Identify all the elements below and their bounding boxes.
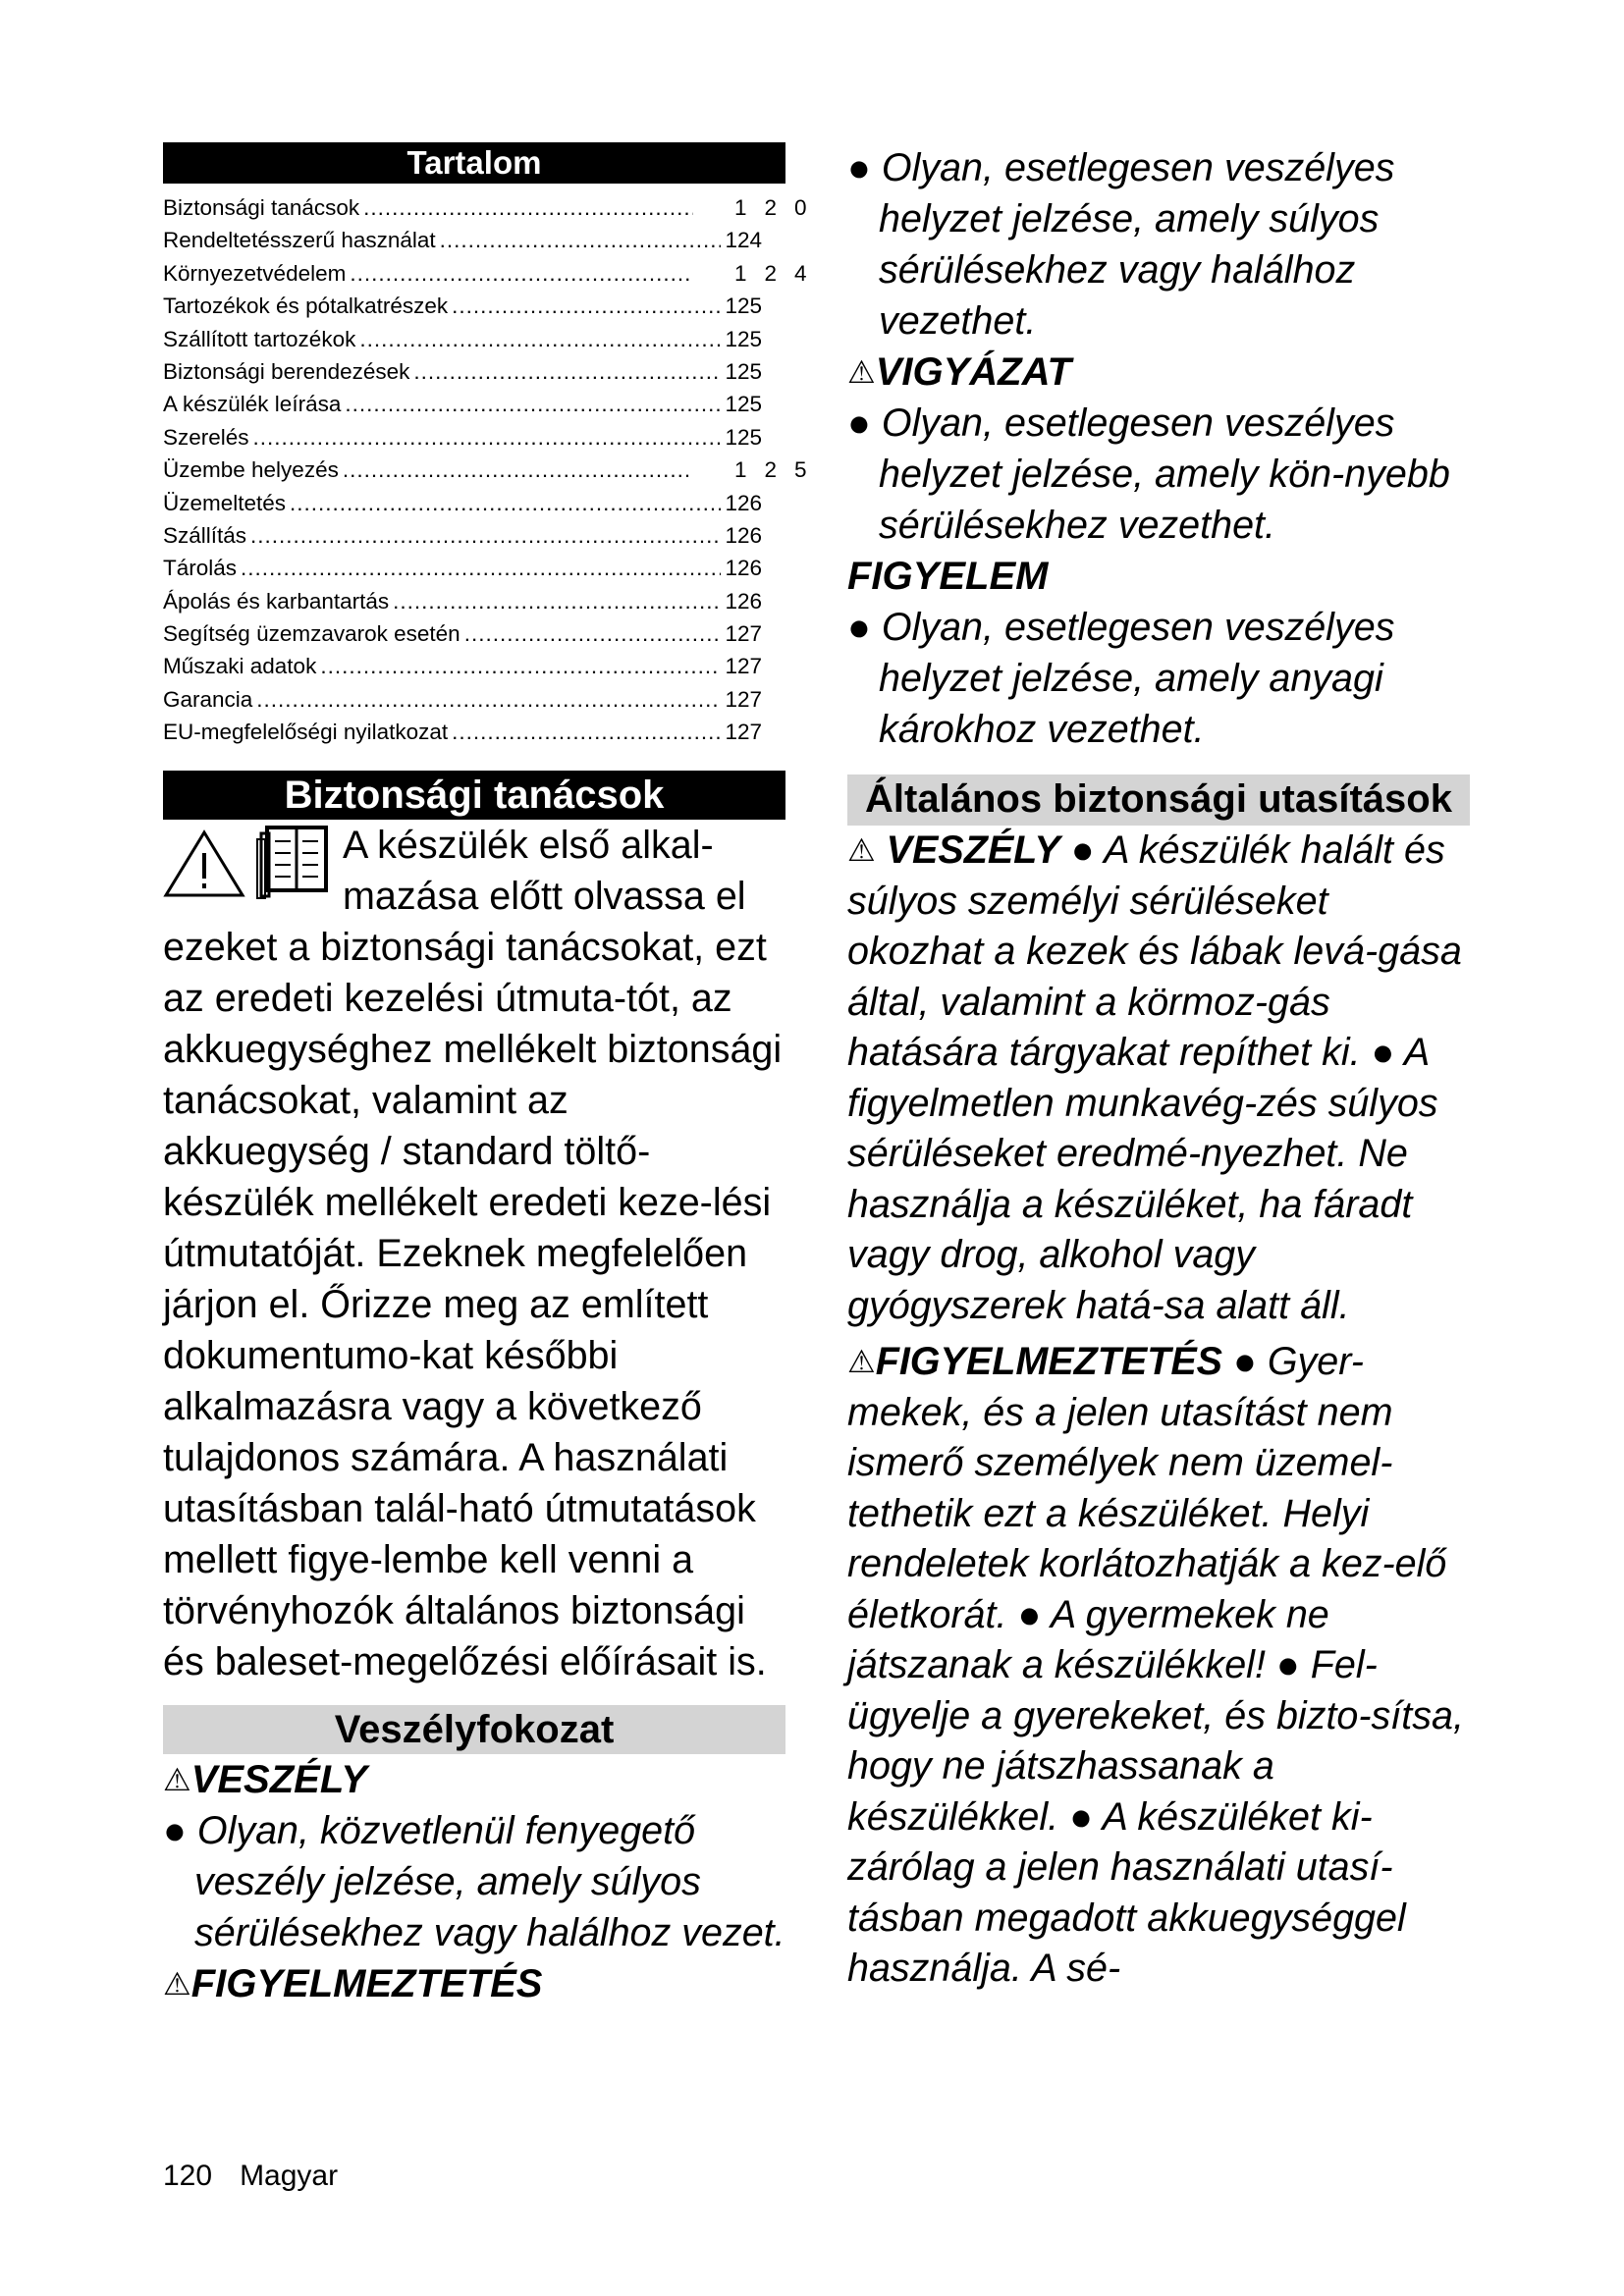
toc-entry-page: 124 bbox=[725, 228, 762, 253]
toc-entry-title: Garancia bbox=[163, 686, 253, 712]
warning-label-text: FIGYELMEZTETÉS bbox=[190, 1961, 543, 2005]
danger-description: ● Olyan, közvetlenül fenyegető veszély jelzése, amely súlyos sérülésekhez vagy halálhoz vezet. bbox=[163, 1808, 785, 1954]
danger-description-text: Olyan, közvetlenül fenyegető veszély jelzése, amely súlyos sérülésekhez vagy halálhoz vezet. bbox=[194, 1808, 785, 1954]
caution-label-text: VIGYÁZAT bbox=[875, 350, 1071, 394]
toc-entry-page: 127 bbox=[725, 621, 762, 647]
danger-label bbox=[163, 1754, 785, 1805]
toc-leader bbox=[250, 519, 721, 552]
toc-entry[interactable] bbox=[163, 191, 825, 224]
safety-paragraph: ezeket a biztonsági tanácsokat, ezt az eredeti kezelési útmuta-tót, az akkuegységhez mellékelt biztonsági tanácsokat, valamint az akkuegység / standard töltő-készülék mellékelt eredeti keze-lési útmutatóját. Ezeknek megfelelően járjon el. Őrizze meg az említett dokumentumo-kat későbbi alkalmazásra vagy a következő tulajdonos számára. A használati utasításban talál-ható útmutatások mellett figye-lembe kell venni a törvényhozók általános biztonsági és baleset-megelőzési előírásait is. bbox=[163, 925, 783, 1683]
general-danger-text-1: A készülék halált és súlyos személyi sérüléseket okozhat a kezek és lábak levá-gása által, valamint a körmoz-gás hatására tárgyakat repíthet ki. bbox=[847, 828, 1462, 1074]
toc-leader bbox=[393, 585, 721, 617]
toc-entry-title: Környezetvédelem bbox=[163, 260, 347, 286]
general-warning-text-2: A gyermekek ne játszanak a készülékkel! bbox=[847, 1592, 1329, 1686]
caution-description: ● Olyan, esetlegesen veszélyes helyzet jelzése, amely kön-nyebb sérülésekhez vezethet. bbox=[847, 401, 1450, 547]
general-danger-label: VESZÉLY bbox=[886, 828, 1060, 872]
toc-entry[interactable] bbox=[163, 617, 762, 650]
toc-leader bbox=[464, 617, 722, 650]
toc-entry-title: Tartozékok és pótalkatrészek bbox=[163, 294, 449, 319]
toc-entry-page: 126 bbox=[725, 490, 762, 515]
table-of-contents bbox=[163, 191, 825, 749]
warning-triangle-icon: ⚠ bbox=[163, 1761, 191, 1797]
warning-description-text: Olyan, esetlegesen veszélyes helyzet jelzése, amely súlyos sérülésekhez vagy halálhoz vezethet. bbox=[879, 146, 1395, 343]
toc-entry-page: 125 bbox=[725, 424, 762, 450]
toc-entry-title: Műszaki adatok bbox=[163, 654, 317, 679]
toc-leader bbox=[256, 683, 721, 716]
toc-leader bbox=[343, 454, 693, 486]
toc-entry-title: Biztonsági berendezések bbox=[163, 358, 410, 384]
page-footer bbox=[163, 2160, 365, 2193]
toc-entry-title: Üzembe helyezés bbox=[163, 457, 339, 483]
toc-entry-page: 125 bbox=[734, 457, 825, 483]
toc-entry[interactable] bbox=[163, 421, 762, 454]
toc-entry-page: 127 bbox=[725, 720, 762, 745]
safety-intro-line-1: A készülék első alkal- bbox=[343, 823, 714, 867]
toc-leader bbox=[241, 552, 721, 584]
notice-label: FIGYELEM bbox=[847, 555, 1049, 598]
toc-entry-title: Segítség üzemzavarok esetén bbox=[163, 621, 460, 647]
general-danger-paragraph: ⚠ VESZÉLY ● A készülék halált és súlyos személyi sérüléseket okozhat a kezek és lábak levá-gása által, valamint a körmoz-gás hatására tárgyakat repíthet ki. ● A figyelmetlen munkavég-zés súlyos sérüléseket eredmé-nyezhet. Ne használja a készüléket, ha fáradt vagy drog, alkohol vagy gyógyszerek hatá-sa alatt áll. bbox=[847, 826, 1470, 1331]
toc-entry-title: Szállított tartozékok bbox=[163, 326, 356, 351]
warning-triangle-icon: ⚠ bbox=[847, 832, 876, 868]
general-danger-text-2: A figyelmetlen munkavég-zés súlyos sérüléseket eredmé-nyezhet. Ne használja a készüléket, ha fáradt vagy drog, alkohol vagy gyógyszerek hatá-sa alatt áll. bbox=[847, 1031, 1438, 1327]
toc-entry-page: 125 bbox=[725, 294, 762, 319]
toc-leader bbox=[290, 487, 721, 519]
toc-entry-title: Üzemeltetés bbox=[163, 490, 287, 515]
toc-entry-page: 126 bbox=[725, 588, 762, 614]
caution-label bbox=[847, 347, 1470, 398]
general-warning-label: FIGYELMEZTETÉS bbox=[875, 1340, 1223, 1383]
toc-entry[interactable] bbox=[163, 716, 762, 748]
toc-leader bbox=[363, 191, 693, 224]
general-warning-paragraph: ⚠FIGYELMEZTETÉS ● Gyer-mekek, és a jelen utasítást nem ismerő személyek nem üzemel-tethetik ezt a készüléket. Helyi rendeletek korlátozhatják a kez-elő életkorát. ● A gyermekek ne játszanak a készülékkel! ● Fel-ügyelje a gyerekeket, és bizto-sítsa, hogy ne játszhassanak a készülékkel. ● A készüléket ki-zárólag a jelen használati utasí-tásban megadott akkuegységgel használja. A sé- bbox=[847, 1337, 1470, 1995]
toc-entry-page: 127 bbox=[725, 654, 762, 679]
toc-entry[interactable] bbox=[163, 552, 762, 584]
safety-intro bbox=[163, 820, 785, 922]
toc-entry[interactable] bbox=[163, 257, 825, 290]
warning-triangle-icon bbox=[163, 829, 245, 898]
toc-entry[interactable] bbox=[163, 585, 762, 617]
toc-entry-page: 124 bbox=[734, 260, 825, 286]
general-safety-heading: Általános biztonsági utasítások bbox=[847, 774, 1470, 826]
toc-entry-page: 126 bbox=[725, 556, 762, 581]
toc-entry-page: 125 bbox=[725, 392, 762, 417]
toc-entry-title: Szerelés bbox=[163, 424, 249, 450]
warning-triangle-icon: ⚠ bbox=[847, 354, 876, 390]
general-warning-text-4: A készüléket ki-zárólag a jelen használati utasí-tásban megadott akkuegységgel használja. A sé- bbox=[847, 1794, 1406, 1990]
page-number: 120 bbox=[163, 2160, 213, 2192]
general-warning-text-1: Gyer-mekek, és a jelen utasítást nem ismerő személyek nem üzemel-tethetik ezt a készüléket. Helyi rendeletek korlátozhatják a kez-elő életkorát. bbox=[847, 1340, 1447, 1636]
safety-intro-line-2: mazása előtt olvassa el bbox=[343, 874, 746, 918]
toc-entry-title: EU-megfelelőségi nyilatkozat bbox=[163, 720, 449, 745]
toc-heading: Tartalom bbox=[163, 142, 785, 184]
notice-description: ● Olyan, esetlegesen veszélyes helyzet jelzése, amely anyagi károkhoz vezethet. bbox=[847, 606, 1395, 751]
toc-entry-title: Szállítás bbox=[163, 522, 247, 548]
toc-entry[interactable] bbox=[163, 323, 762, 355]
toc-entry[interactable] bbox=[163, 388, 762, 420]
toc-leader bbox=[253, 421, 722, 454]
safety-intro-text bbox=[343, 820, 794, 922]
toc-entry-page: 126 bbox=[725, 522, 762, 548]
toc-entry[interactable] bbox=[163, 290, 762, 322]
toc-leader bbox=[350, 257, 693, 290]
caution-description-text: Olyan, esetlegesen veszélyes helyzet jelzése, amely kön-nyebb sérülésekhez vezethet. bbox=[879, 401, 1450, 547]
right-column bbox=[847, 142, 1470, 1995]
toc-entry-title: Tárolás bbox=[163, 556, 238, 581]
toc-entry-page: 127 bbox=[725, 686, 762, 712]
warning-description: ● Olyan, esetlegesen veszélyes helyzet jelzése, amely súlyos sérülésekhez vagy halálhoz vezethet. bbox=[847, 146, 1395, 343]
toc-entry-title: Biztonsági tanácsok bbox=[163, 195, 360, 220]
toc-entry[interactable] bbox=[163, 487, 762, 519]
toc-entry[interactable] bbox=[163, 650, 762, 682]
left-column bbox=[163, 142, 825, 2009]
warning-triangle-icon: ⚠ bbox=[847, 1344, 876, 1379]
toc-leader bbox=[440, 224, 722, 256]
toc-entry-page: 125 bbox=[725, 358, 762, 384]
toc-entry-title: Rendeltetésszerű használat bbox=[163, 228, 436, 253]
toc-leader bbox=[452, 716, 721, 748]
toc-leader bbox=[320, 650, 721, 682]
read-manual-book-icon bbox=[253, 824, 332, 902]
toc-entry[interactable] bbox=[163, 224, 762, 256]
toc-leader bbox=[413, 355, 721, 388]
notice-description-text: Olyan, esetlegesen veszélyes helyzet jelzése, amely anyagi károkhoz vezethet. bbox=[879, 606, 1395, 751]
safety-heading: Biztonsági tanácsok bbox=[163, 771, 785, 820]
toc-leader bbox=[345, 388, 721, 420]
toc-entry-title: Ápolás és karbantartás bbox=[163, 588, 390, 614]
toc-entry[interactable] bbox=[163, 355, 762, 388]
toc-entry-page: 125 bbox=[725, 326, 762, 351]
warning-triangle-icon: ⚠ bbox=[163, 1965, 191, 2002]
hazard-levels-heading: Veszélyfokozat bbox=[163, 1705, 785, 1754]
toc-leader bbox=[452, 290, 721, 322]
toc-leader bbox=[359, 323, 721, 355]
general-warning-text-3: Fel-ügyelje a gyerekeket, és bizto-sítsa, hogy ne játszhassanak a készülékkel. bbox=[847, 1643, 1464, 1839]
toc-entry[interactable] bbox=[163, 519, 762, 552]
toc-entry[interactable] bbox=[163, 454, 825, 486]
warning-label bbox=[163, 1958, 785, 2009]
toc-entry-page: 120 bbox=[734, 195, 825, 220]
toc-entry[interactable] bbox=[163, 683, 762, 716]
toc-entry-title: A készülék leírása bbox=[163, 392, 342, 417]
danger-label-text: VESZÉLY bbox=[190, 1757, 367, 1801]
footer-language: Magyar bbox=[240, 2160, 339, 2192]
